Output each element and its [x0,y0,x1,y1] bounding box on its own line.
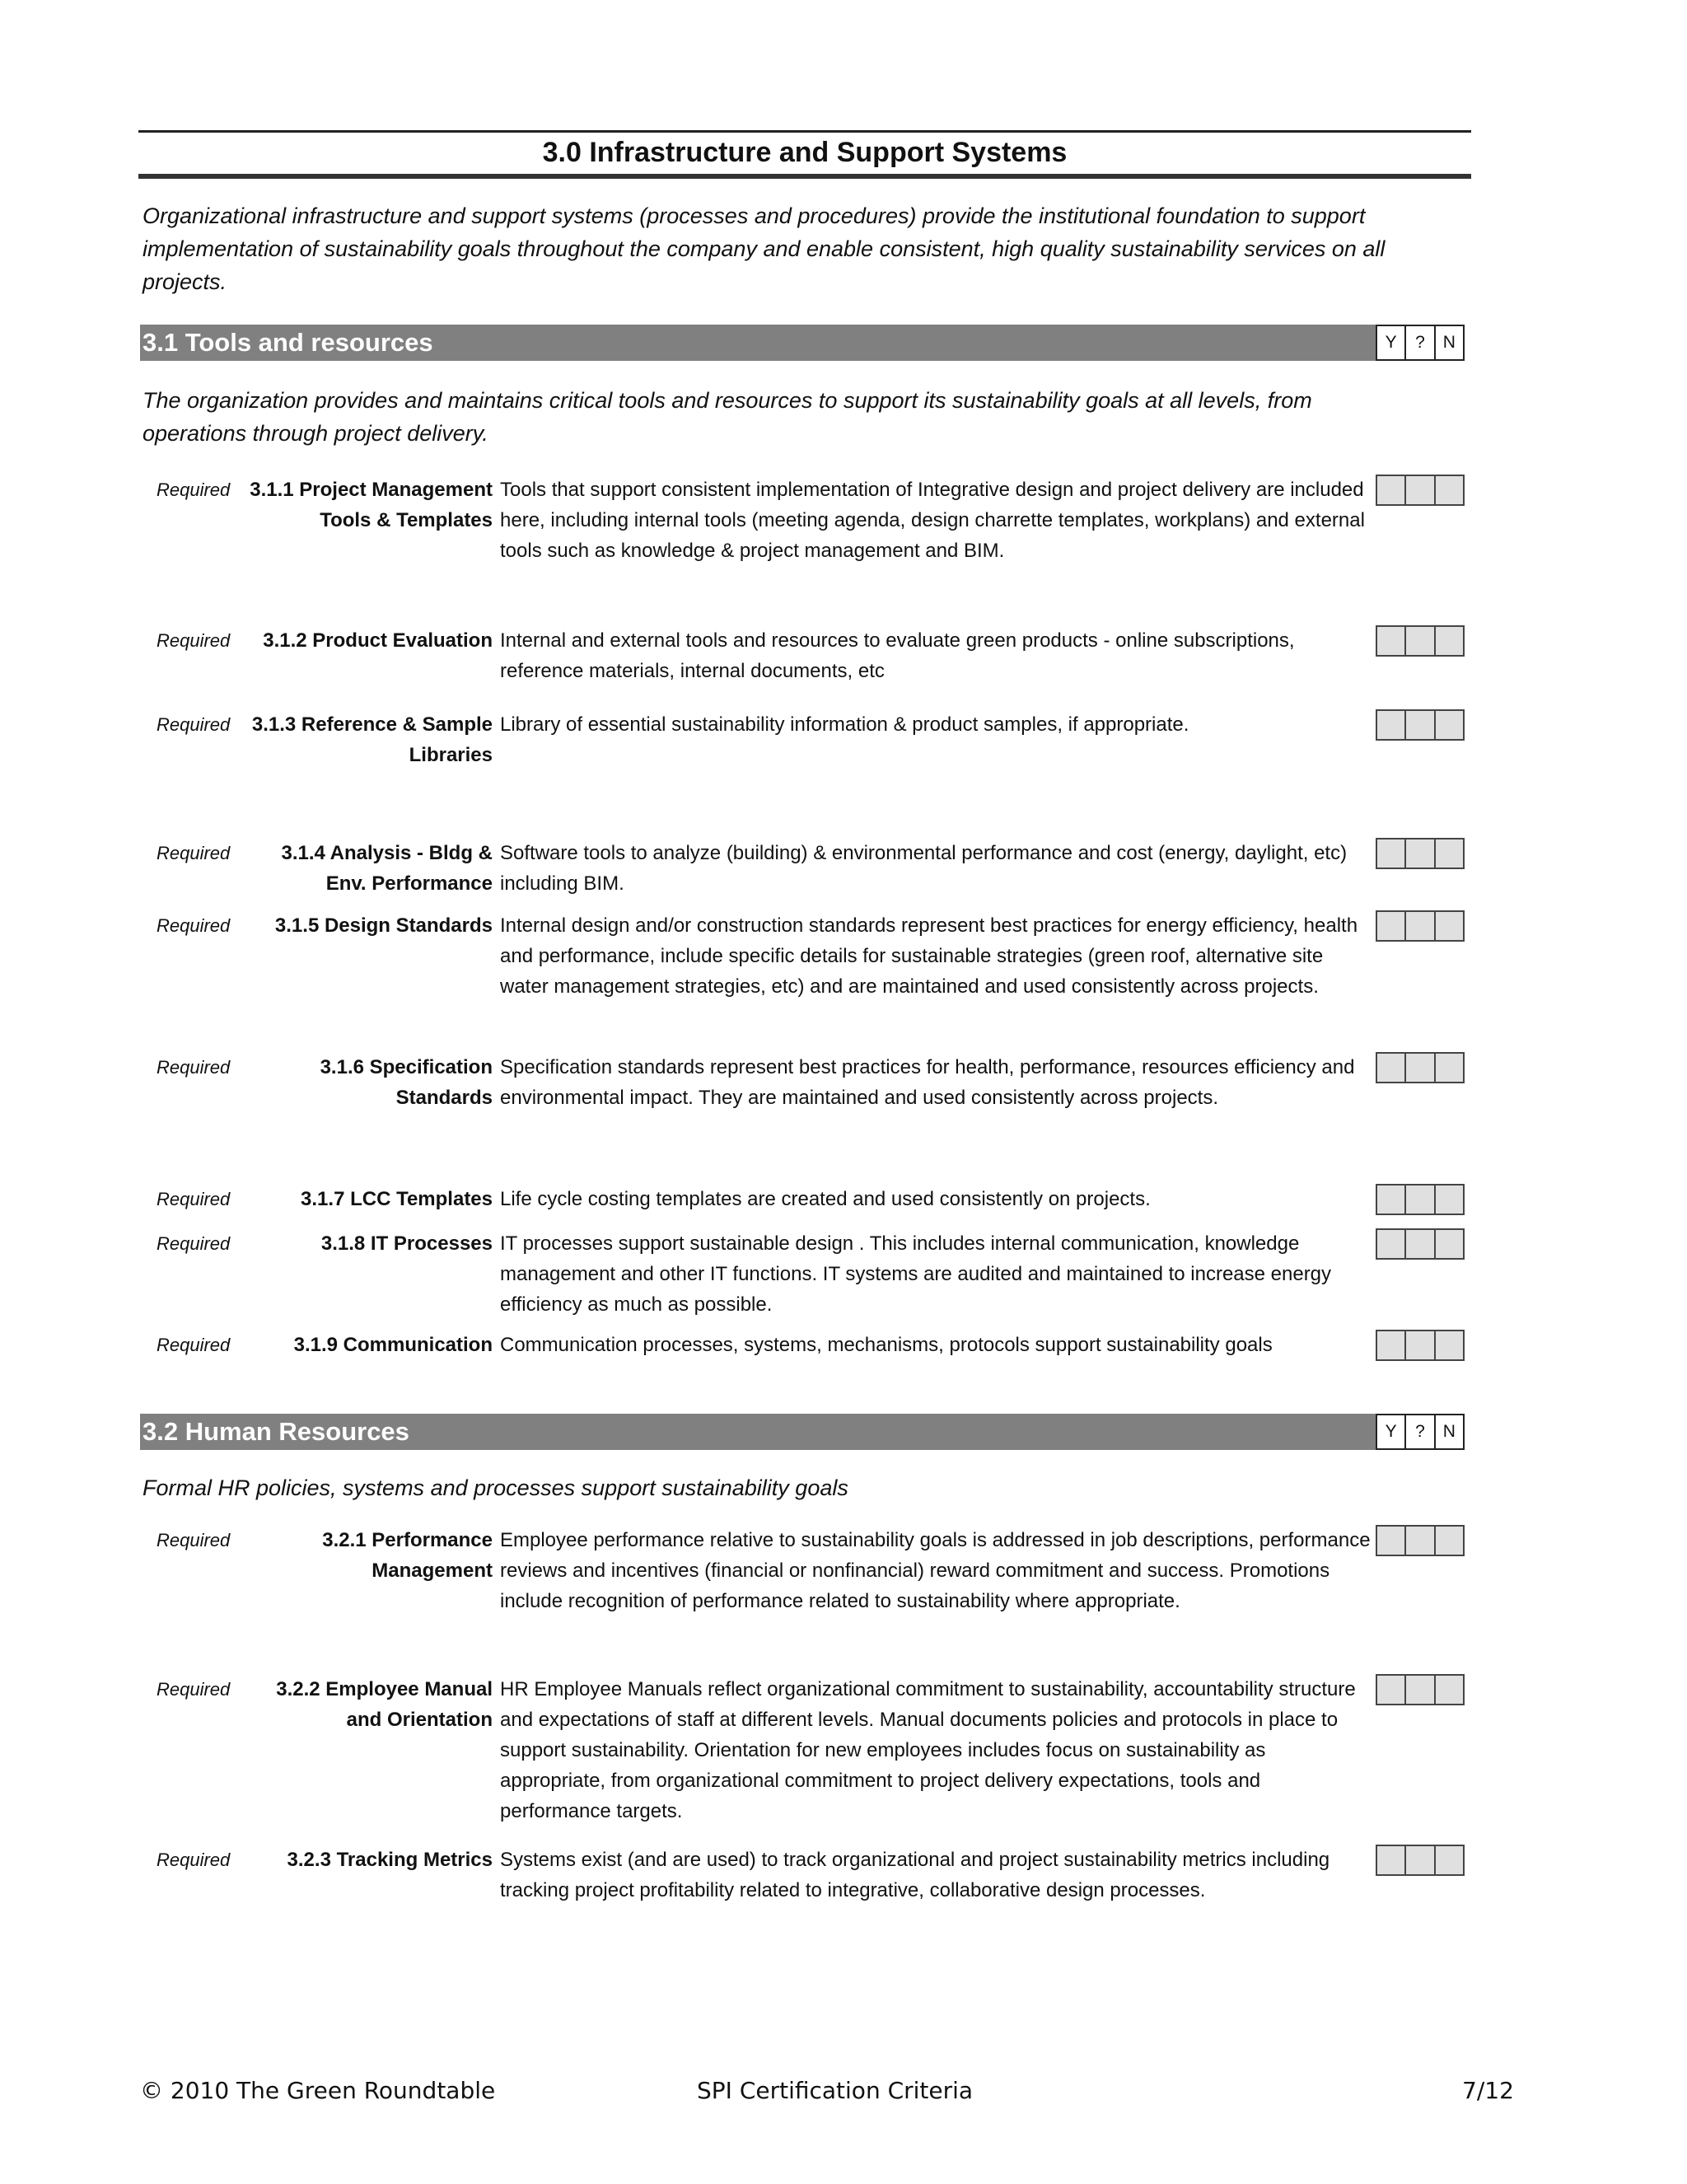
footer-page-number: 7/12 [1462,2077,1514,2104]
unsure-checkbox[interactable] [1406,912,1435,940]
ynq-checkboxes [1376,1330,1465,1361]
criteria-description: Internal and external tools and resources to evaluate green products - online subscriptions, reference materials, internal documents, etc [500,629,1295,682]
ynq-checkboxes [1376,910,1465,942]
unsure-checkbox[interactable] [1406,1331,1435,1359]
yes-checkbox[interactable] [1377,1676,1406,1704]
ynq-header-hr [1376,1414,1465,1450]
criteria-description: IT processes support sustainable design . This includes internal communication, knowledge management and other IT functions. IT systems are audited and maintained to increase energy efficiency as much as possible. [500,1232,1332,1316]
required-label: Required [157,1335,231,1355]
page-title: 3.0 Infrastructure and Support Systems [542,137,1068,168]
criteria-code: 3.1.5 Design Standards [274,914,493,937]
unsure-checkbox[interactable] [1406,1846,1435,1874]
required-label: Required [157,714,231,735]
required-label: Required [157,1850,231,1870]
yes-checkbox[interactable] [1377,1331,1406,1359]
ynq-checkboxes [1376,1184,1465,1215]
yes-checkbox[interactable] [1377,1527,1406,1555]
section-heading-tools: 3.1 Tools and resources [140,325,1456,361]
criteria-description: Internal design and/or construction standards represent best practices for energy efficiency, health and performance, include specific details for sustainable strategies (green roof, alternative site water management strategies, etc) and are maintained and used consistently across projects. [500,914,1358,998]
required-label: Required [157,1233,231,1254]
ynq-checkboxes [1376,475,1465,506]
footer-doc-title: SPI Certification Criteria [697,2077,974,2104]
criteria-code: 3.1.7 LCC Templates [301,1188,493,1210]
ynq-checkboxes [1376,709,1465,741]
unsure-checkbox[interactable] [1406,627,1435,655]
criteria-description: Specification standards represent best practices for health, performance, resources efficiency and environmental impact. They are maintained and used consistently across projects. [500,1056,1355,1109]
yes-column-label: Y [1377,326,1406,359]
required-label: Required [157,915,231,936]
yes-column-label: Y [1377,1415,1406,1448]
required-label: Required [157,1057,231,1078]
no-checkbox[interactable] [1436,912,1463,940]
unsure-column-label: ? [1406,326,1435,359]
unsure-checkbox[interactable] [1406,1054,1435,1082]
yes-checkbox[interactable] [1377,1846,1406,1874]
required-label: Required [157,630,231,651]
required-label: Required [157,1679,231,1700]
no-checkbox[interactable] [1436,1230,1463,1258]
no-checkbox[interactable] [1436,1186,1463,1214]
criteria-description: Employee performance relative to sustainability goals is addressed in job descriptions, performance reviews and incentives (financial or nonfinancial) reward commitment and success. Promotions include recognition of performance related to sustainability where appropriate. [500,1529,1371,1612]
required-label: Required [157,843,231,863]
criteria-code: 3.1.9 Communication [293,1334,493,1356]
criteria-description: HR Employee Manuals reflect organizational commitment to sustainability, accountability structure and expectations of staff at different levels. Manual documents policies and protocols in place to support sustainability. Orientation for new employees includes focus on sustainability as appropriate, from organizational commitment to project delivery expectations, tools and performance targets. [500,1678,1356,1822]
section-intro-hr: Formal HR policies, systems and processes support sustainability goals [143,1475,848,1500]
no-checkbox[interactable] [1436,1676,1463,1704]
no-checkbox[interactable] [1436,839,1463,868]
unsure-column-label: ? [1406,1415,1435,1448]
unsure-checkbox[interactable] [1406,1676,1435,1704]
no-checkbox[interactable] [1436,1527,1463,1555]
ynq-checkboxes [1376,1674,1465,1705]
yes-checkbox[interactable] [1377,1054,1406,1082]
criteria-description: Life cycle costing templates are created and used consistently on projects. [500,1188,1151,1210]
criteria-description: Systems exist (and are used) to track organizational and project sustainability metrics including tracking project profitability related to integrative, collaborative design processes. [500,1849,1330,1901]
footer-copyright: © 2010 The Green Roundtable [140,2077,496,2104]
required-label: Required [157,1189,231,1209]
criteria-code: 3.1.1 Project Management Tools & Templates [250,479,493,531]
ynq-checkboxes [1376,838,1465,869]
no-column-label: N [1442,333,1456,352]
yes-checkbox[interactable] [1377,1230,1406,1258]
criteria-code: 3.1.3 Reference & Sample Libraries [251,713,493,766]
no-checkbox[interactable] [1436,711,1463,739]
unsure-checkbox[interactable] [1406,839,1435,868]
no-checkbox[interactable] [1436,627,1463,655]
yes-checkbox[interactable] [1377,1186,1406,1214]
section-heading-hr: 3.2 Human Resources [140,1414,1456,1450]
ynq-checkboxes [1376,1845,1465,1876]
yes-checkbox[interactable] [1377,627,1406,655]
no-checkbox[interactable] [1436,1846,1463,1874]
no-checkbox[interactable] [1436,1054,1463,1082]
criteria-code: 3.1.8 IT Processes [320,1232,493,1255]
criteria-description: Software tools to analyze (building) & environmental performance and cost (energy, daylight, etc) including BIM. [500,842,1348,895]
criteria-description: Tools that support consistent implementation of Integrative design and project delivery are included here, including internal tools (meeting agenda, design charrette templates, workplans) and external tools such as knowledge & project management and BIM. [500,479,1365,562]
yes-checkbox[interactable] [1377,711,1406,739]
ynq-header-tools [1376,325,1465,361]
unsure-checkbox[interactable] [1406,1230,1435,1258]
criteria-code: 3.2.3 Tracking Metrics [287,1849,493,1871]
criteria-description: Communication processes, systems, mechanisms, protocols support sustainability goals [500,1334,1273,1356]
criteria-description: Library of essential sustainability information & product samples, if appropriate. [500,713,1189,736]
unsure-checkbox[interactable] [1406,476,1435,504]
no-checkbox[interactable] [1436,476,1463,504]
criteria-code: 3.1.4 Analysis - Bldg & Env. Performance [281,842,493,895]
unsure-checkbox[interactable] [1406,711,1435,739]
no-column-label: N [1442,1422,1456,1441]
unsure-checkbox[interactable] [1406,1186,1435,1214]
title-rule-bottom [138,174,1471,179]
criteria-code: 3.1.2 Product Evaluation [263,629,493,652]
section-intro-tools: The organization provides and maintains critical tools and resources to support its sustainability goals at all levels, from operations through project delivery. [143,388,1312,446]
criteria-code: 3.1.6 Specification Standards [320,1056,493,1109]
unsure-checkbox[interactable] [1406,1527,1435,1555]
criteria-code: 3.2.1 Performance Management [322,1529,493,1582]
ynq-checkboxes [1376,1525,1465,1556]
no-checkbox[interactable] [1436,1331,1463,1359]
ynq-checkboxes [1376,1052,1465,1083]
page-intro: Organizational infrastructure and support systems (processes and procedures) provide the institutional foundation to support implementation of sustainability goals throughout the company and enable consistent, high quality sustainability services on all projects. [143,203,1386,294]
ynq-checkboxes [1376,1228,1465,1260]
ynq-checkboxes [1376,625,1465,657]
yes-checkbox[interactable] [1377,912,1406,940]
yes-checkbox[interactable] [1377,476,1406,504]
required-label: Required [157,1530,231,1550]
required-label: Required [157,479,231,500]
criteria-code: 3.2.2 Employee Manual and Orientation [276,1678,493,1731]
yes-checkbox[interactable] [1377,839,1406,868]
